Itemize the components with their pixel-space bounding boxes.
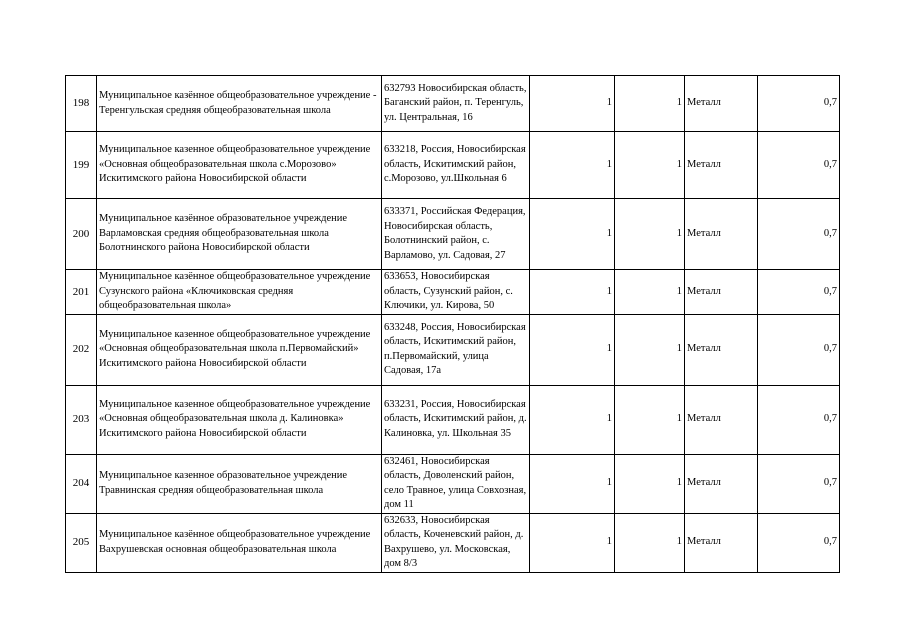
volume: 0,7	[758, 132, 840, 199]
table-row	[66, 314, 840, 385]
material: Металл	[685, 314, 758, 385]
institution-name: Муниципальное казённое общеобразовательное учреждение Вахрушевская основная общеобразовательная школа	[97, 513, 382, 572]
row-number: 204	[66, 454, 97, 513]
institution-name: Муниципальное казенное образовательное учреждение Травнинская средняя общеобразовательная школа	[97, 454, 382, 513]
material: Металл	[685, 454, 758, 513]
table-row	[66, 385, 840, 454]
institution-address: 632793 Новосибирская область, Баганский район, п. Теренгуль, ул. Центральная, 16	[382, 76, 530, 132]
institution-address: 633231, Россия, Новосибирская область, Искитимский район, д. Калиновка, ул. Школьная 35	[382, 385, 530, 454]
quantity-2: 1	[615, 385, 685, 454]
table-row	[66, 270, 840, 315]
quantity-1: 1	[530, 199, 615, 270]
institution-address: 633248, Россия, Новосибирская область, Искитимский район, п.Первомайский, улица Садовая, 17а	[382, 314, 530, 385]
volume: 0,7	[758, 454, 840, 513]
institution-name: Муниципальное казенное общеобразовательное учреждение «Основная общеобразовательная школа с.Морозово» Искитимского района Новосибирской области	[97, 132, 382, 199]
table-body	[66, 76, 840, 573]
row-number: 205	[66, 513, 97, 572]
institution-address: 632461, Новосибирская область, Доволенский район, село Травное, улица Совхозная, дом 11	[382, 454, 530, 513]
volume: 0,7	[758, 270, 840, 315]
quantity-1: 1	[530, 132, 615, 199]
material: Металл	[685, 199, 758, 270]
quantity-2: 1	[615, 454, 685, 513]
table-row	[66, 454, 840, 513]
row-number: 202	[66, 314, 97, 385]
table-row	[66, 513, 840, 572]
material: Металл	[685, 132, 758, 199]
institution-address: 633371, Российская Федерация, Новосибирская область, Болотнинский район, с. Варламово, ул. Садовая, 27	[382, 199, 530, 270]
volume: 0,7	[758, 385, 840, 454]
institution-name: Муниципальное казённое общеобразовательное учреждение - Теренгульская средняя общеобразовательная школа	[97, 76, 382, 132]
institution-name: Муниципальное казённое общеобразовательное учреждение Сузунского района «Ключиковская средняя общеобразовательная школа»	[97, 270, 382, 315]
quantity-1: 1	[530, 513, 615, 572]
row-number: 203	[66, 385, 97, 454]
quantity-1: 1	[530, 270, 615, 315]
quantity-2: 1	[615, 513, 685, 572]
table-row	[66, 76, 840, 132]
schools-table	[65, 75, 840, 573]
table-row	[66, 132, 840, 199]
quantity-2: 1	[615, 270, 685, 315]
institution-address: 633653, Новосибирская область, Сузунский район, с. Ключики, ул. Кирова, 50	[382, 270, 530, 315]
material: Металл	[685, 270, 758, 315]
quantity-1: 1	[530, 454, 615, 513]
institution-name: Муниципальное казённое образовательное учреждение Варламовская средняя общеобразовательная школа Болотнинского района Новосибирской области	[97, 199, 382, 270]
volume: 0,7	[758, 314, 840, 385]
quantity-2: 1	[615, 314, 685, 385]
table-row	[66, 199, 840, 270]
quantity-2: 1	[615, 132, 685, 199]
volume: 0,7	[758, 513, 840, 572]
quantity-2: 1	[615, 199, 685, 270]
institution-address: 632633, Новосибирская область, Коченевский район, д. Вахрушево, ул. Московская, дом 8/3	[382, 513, 530, 572]
quantity-1: 1	[530, 314, 615, 385]
quantity-1: 1	[530, 385, 615, 454]
material: Металл	[685, 76, 758, 132]
quantity-2: 1	[615, 76, 685, 132]
volume: 0,7	[758, 76, 840, 132]
row-number: 198	[66, 76, 97, 132]
material: Металл	[685, 385, 758, 454]
material: Металл	[685, 513, 758, 572]
row-number: 201	[66, 270, 97, 315]
row-number: 199	[66, 132, 97, 199]
institution-name: Муниципальное казенное общеобразовательное учреждение «Основная общеобразовательная школа д. Калиновка» Искитимского района Новосибирской области	[97, 385, 382, 454]
institution-name: Муниципальное казенное общеобразовательное учреждение «Основная общеобразовательная школа п.Первомайский» Искитимского района Новосибирской области	[97, 314, 382, 385]
row-number: 200	[66, 199, 97, 270]
volume: 0,7	[758, 199, 840, 270]
quantity-1: 1	[530, 76, 615, 132]
institution-address: 633218, Россия, Новосибирская область, Искитимский район, с.Морозово, ул.Школьная 6	[382, 132, 530, 199]
